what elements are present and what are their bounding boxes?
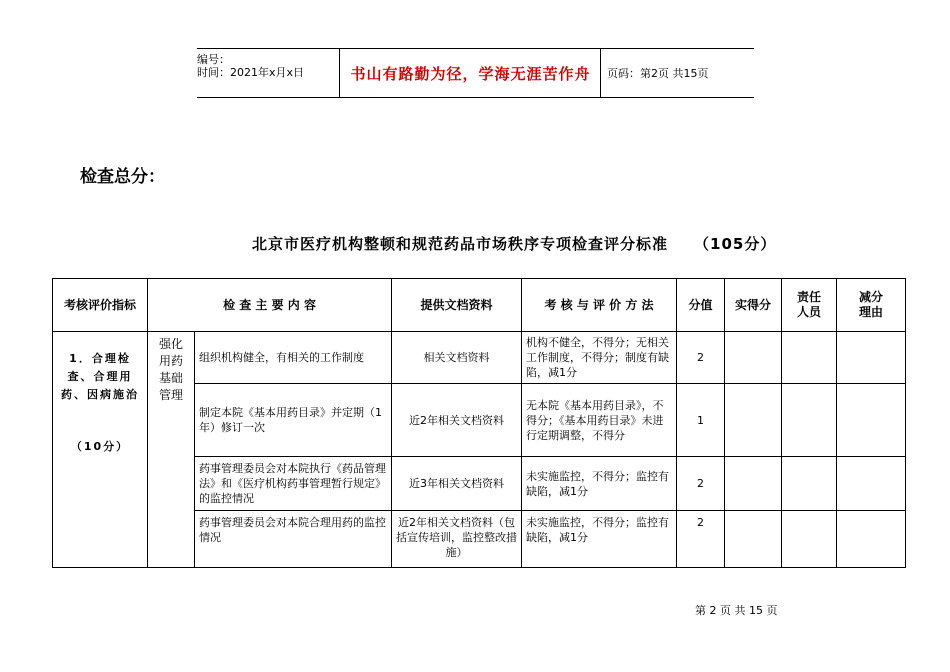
page-footer: 第 2 页 共 15 页 — [695, 604, 778, 617]
indicator-cell — [53, 332, 148, 568]
docs-cell: 相关文档资料 — [392, 332, 522, 384]
scoring-table — [52, 278, 906, 568]
content-cell: 制定本院《基本用药目录》并定期（1年）修订一次 — [195, 384, 392, 457]
actual-cell — [725, 332, 782, 384]
docs-cell: 近2年相关文档资料 — [392, 384, 522, 457]
document-title — [252, 233, 776, 254]
method-cell: 未实施监控，不得分；监控有缺陷，减1分 — [522, 511, 677, 568]
header-info — [197, 49, 338, 97]
score-cell: 1 — [677, 384, 725, 457]
responsible-cell — [782, 511, 837, 568]
document-total-score: （105分） — [694, 235, 777, 253]
method-cell: 未实施监控，不得分；监控有缺陷，减1分 — [522, 457, 677, 511]
table-header-row — [53, 279, 906, 332]
score-cell: 2 — [677, 457, 725, 511]
deduct-cell — [837, 384, 906, 457]
deduct-cell — [837, 511, 906, 568]
score-cell: 2 — [677, 332, 725, 384]
header-indicator: 考核评价指标 — [53, 279, 148, 332]
docs-cell: 近2年相关文档资料（包括宣传培训，监控整改措施） — [392, 511, 522, 568]
header-content: 检 查 主 要 内 容 — [148, 279, 392, 332]
header-motto-cell — [339, 49, 601, 97]
serial-label: 编号： — [197, 53, 230, 66]
actual-cell — [725, 457, 782, 511]
method-cell: 无本院《基本用药目录》，不得分；《基本用药目录》未进行定期调整，不得分 — [522, 384, 677, 457]
responsible-cell — [782, 332, 837, 384]
header-actual: 实得分 — [725, 279, 782, 332]
header-score: 分值 — [677, 279, 725, 332]
deduct-cell — [837, 457, 906, 511]
responsible-cell — [782, 457, 837, 511]
document-title-text: 北京市医疗机构整顿和规范药品市场秩序专项检查评分标准 — [252, 235, 669, 253]
content-cell: 药事管理委员会对本院执行《药品管理法》和《医疗机构药事管理暂行规定》的监控情况 — [195, 457, 392, 511]
docs-cell: 近3年相关文档资料 — [392, 457, 522, 511]
content-cell: 组织机构健全，有相关的工作制度 — [195, 332, 392, 384]
indicator-text: 1．合理检查、合理用药、因病施治 — [61, 352, 139, 401]
responsible-cell — [782, 384, 837, 457]
header-motto: 书山有路勤为径，学海无涯苦作舟 — [350, 65, 591, 83]
score-cell: 2 — [677, 511, 725, 568]
section-title: 检查总分： — [80, 167, 165, 187]
content-cell: 药事管理委员会对本院合理用药的监控情况 — [195, 511, 392, 568]
header-responsible: 责任人员 — [782, 279, 837, 332]
method-cell: 机构不健全，不得分；无相关工作制度，不得分；制度有缺陷，减1分 — [522, 332, 677, 384]
header-method: 考 核 与 评 价 方 法 — [522, 279, 677, 332]
time-label: 时间：2021年x月x日 — [197, 66, 305, 79]
sub-indicator-cell — [148, 332, 195, 568]
actual-cell — [725, 384, 782, 457]
indicator-score: （10分） — [70, 440, 130, 453]
page-header — [197, 48, 754, 98]
sub-indicator-text: 强化用药基础管理 — [158, 337, 183, 402]
header-deduct: 减分理由 — [837, 279, 906, 332]
header-docs: 提供文档资料 — [392, 279, 522, 332]
header-page-cell — [601, 49, 754, 97]
table-row — [53, 332, 906, 384]
actual-cell — [725, 511, 782, 568]
header-page-info: 页码：第2页 共15页 — [607, 67, 709, 80]
deduct-cell — [837, 332, 906, 384]
